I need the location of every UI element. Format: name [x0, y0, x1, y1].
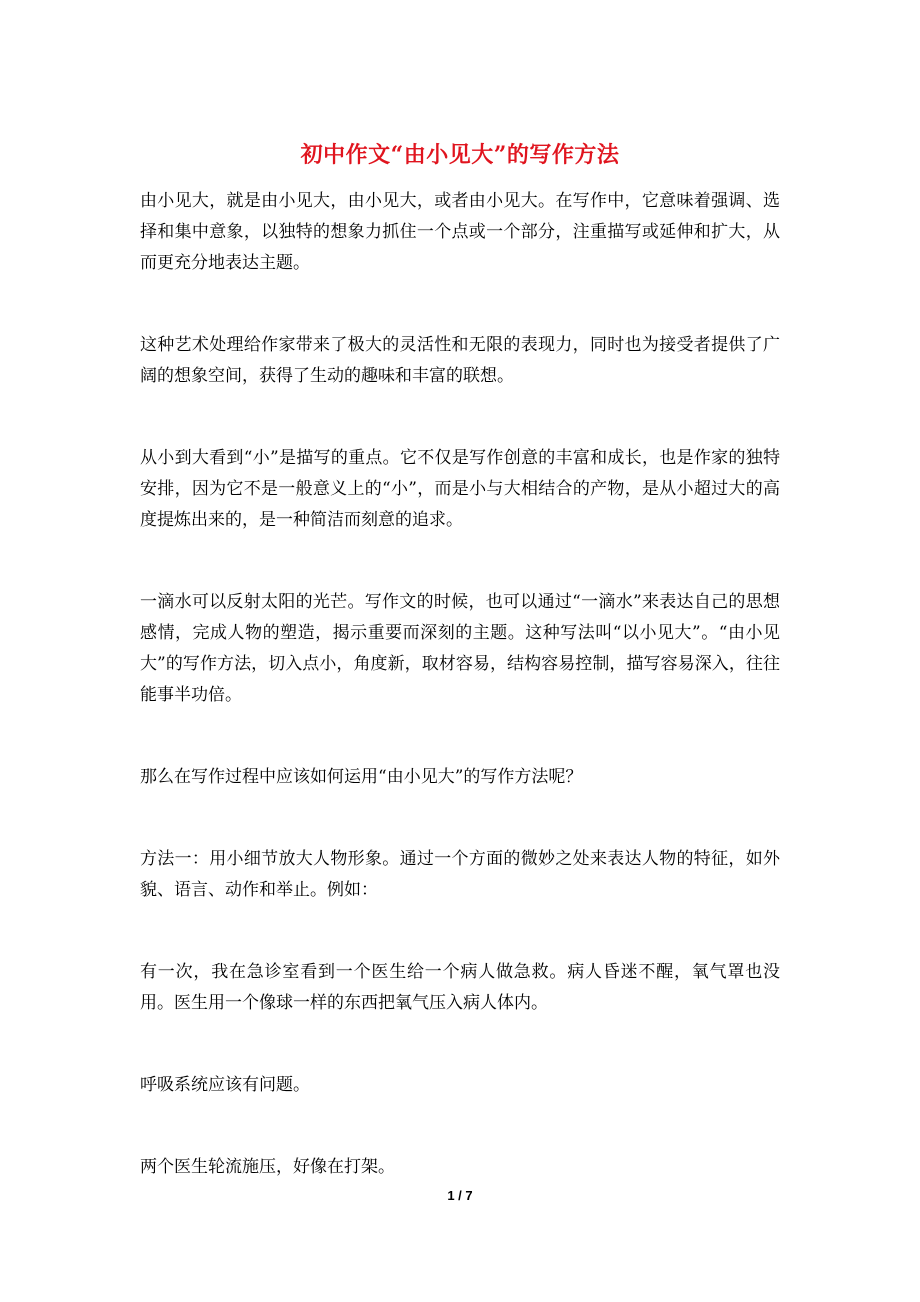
paragraph-4: 一滴水可以反射太阳的光芒。写作文的时候，也可以通过“一滴水”来表达自己的思想感情，完成人物的塑造，揭示重要而深刻的主题。这种写法叫“以小见大”。“由小见大”的写作方法，切入点小，角度新，取材容易，结构容易控制，描写容易深入，往往能事半功倍。 [140, 592, 780, 705]
document-title: 初中作文“由小见大”的写作方法 [300, 142, 620, 168]
paragraph-5: 那么在写作过程中应该如何运用“由小见大”的写作方法呢？ [140, 767, 583, 787]
document-body [140, 186, 780, 1234]
paragraph-9: 两个医生轮流施压，好像在打架。 [140, 1157, 395, 1177]
paragraph-3: 从小到大看到“小”是描写的重点。它不仅是写作创意的丰富和成长，也是作家的独特安排，因为它不是一般意义上的“小”，而是小与大相结合的产物，是从小超过大的高度提炼出来的，是一种简洁而刻意的追求。 [140, 448, 780, 530]
paragraph-7: 有一次，我在急诊室看到一个医生给一个病人做急救。病人昏迷不醒，氧气罩也没用。医生用一个像球一样的东西把氧气压入病人体内。 [140, 962, 780, 1013]
paragraph-1: 由小见大，就是由小见大，由小见大，或者由小见大。在写作中，它意味着强调、选择和集中意象，以独特的想象力抓住一个点或一个部分，注重描写或延伸和扩大，从而更充分地表达主题。 [140, 191, 780, 273]
paragraph-2: 这种艺术处理给作家带来了极大的灵活性和无限的表现力，同时也为接受者提供了广阔的想象空间，获得了生动的趣味和丰富的联想。 [140, 335, 780, 386]
paragraph-6: 方法一：用小细节放大人物形象。通过一个方面的微妙之处来表达人物的特征，如外貌、语言、动作和举止。例如： [140, 849, 780, 900]
paragraph-8: 呼吸系统应该有问题。 [140, 1075, 310, 1095]
page-number: 1 / 7 [447, 1188, 473, 1203]
